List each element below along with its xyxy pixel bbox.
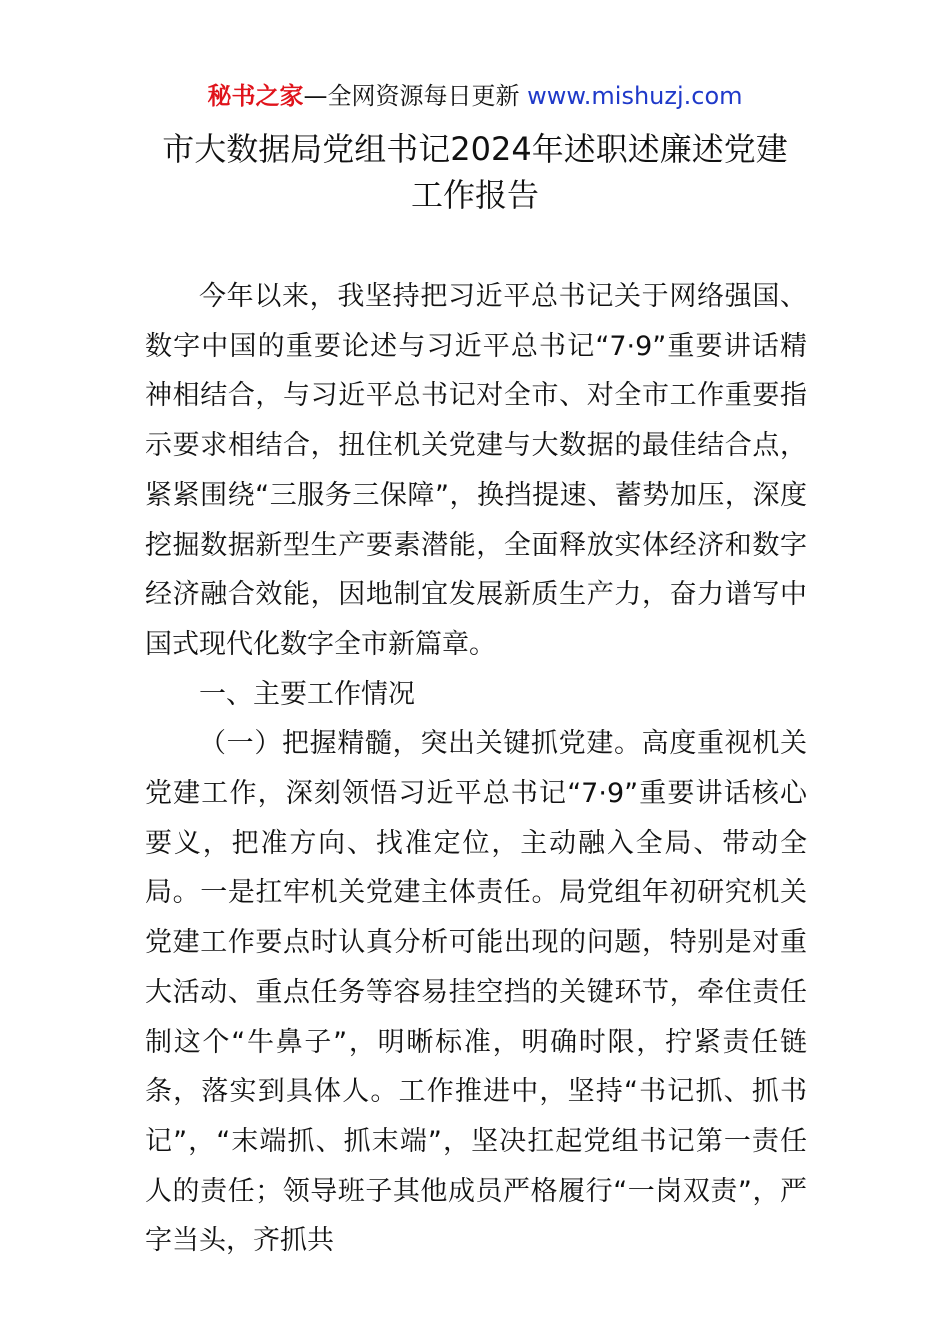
section-heading: 一、主要工作情况 (199, 678, 415, 710)
body-paragraph: （一）把握精髓，突出关键抓党建。高度重视机关党建工作，深刻领悟习近平总书记“7·9”重要讲话核心要义，把准方向、找准定位，主动融入全局、带动全局。一是扛牢机关党建主体责任。局党组年初研究机关党建工作要点时认真分析可能出现的问题，特别是对重大活动、重点任务等容易挂空挡的关键环节，牵住责任制这个“牛鼻子”，明晰标准，明确时限，拧紧责任链条，落实到具体人。工作推进中，坚持“书记抓、抓书记”，“末端抓、抓末端”，坚决扛起党组书记第一责任人的责任；领导班子其他成员严格履行“一岗双责”，严字当头，齐抓共 (145, 728, 807, 1257)
title-line-1: 市大数据局党组书记2024年述职述廉述党建 (162, 130, 788, 168)
intro-paragraph: 今年以来，我坚持把习近平总书记关于网络强国、数字中国的重要论述与习近平总书记“7·9”重要讲话精神相结合，与习近平总书记对全市、对全市工作重要指示要求相结合，扭住机关党建与大数据的最佳结合点，紧紧围绕“三服务三保障”，换挡提速、蓄势加压，深度挖掘数据新型生产要素潜能，全面释放实体经济和数字经济融合效能，因地制宜发展新质生产力，奋力谱写中国式现代化数字全市新篇章。 (145, 281, 807, 660)
document-body (145, 272, 807, 1266)
site-url-link[interactable]: www.mishuzj.com (527, 82, 743, 110)
site-header (0, 80, 950, 112)
header-tagline: —全网资源每日更新 (303, 82, 528, 110)
title-line-2: 工作报告 (410, 176, 539, 214)
document-title (145, 126, 805, 218)
brand-name: 秘书之家 (207, 82, 304, 110)
